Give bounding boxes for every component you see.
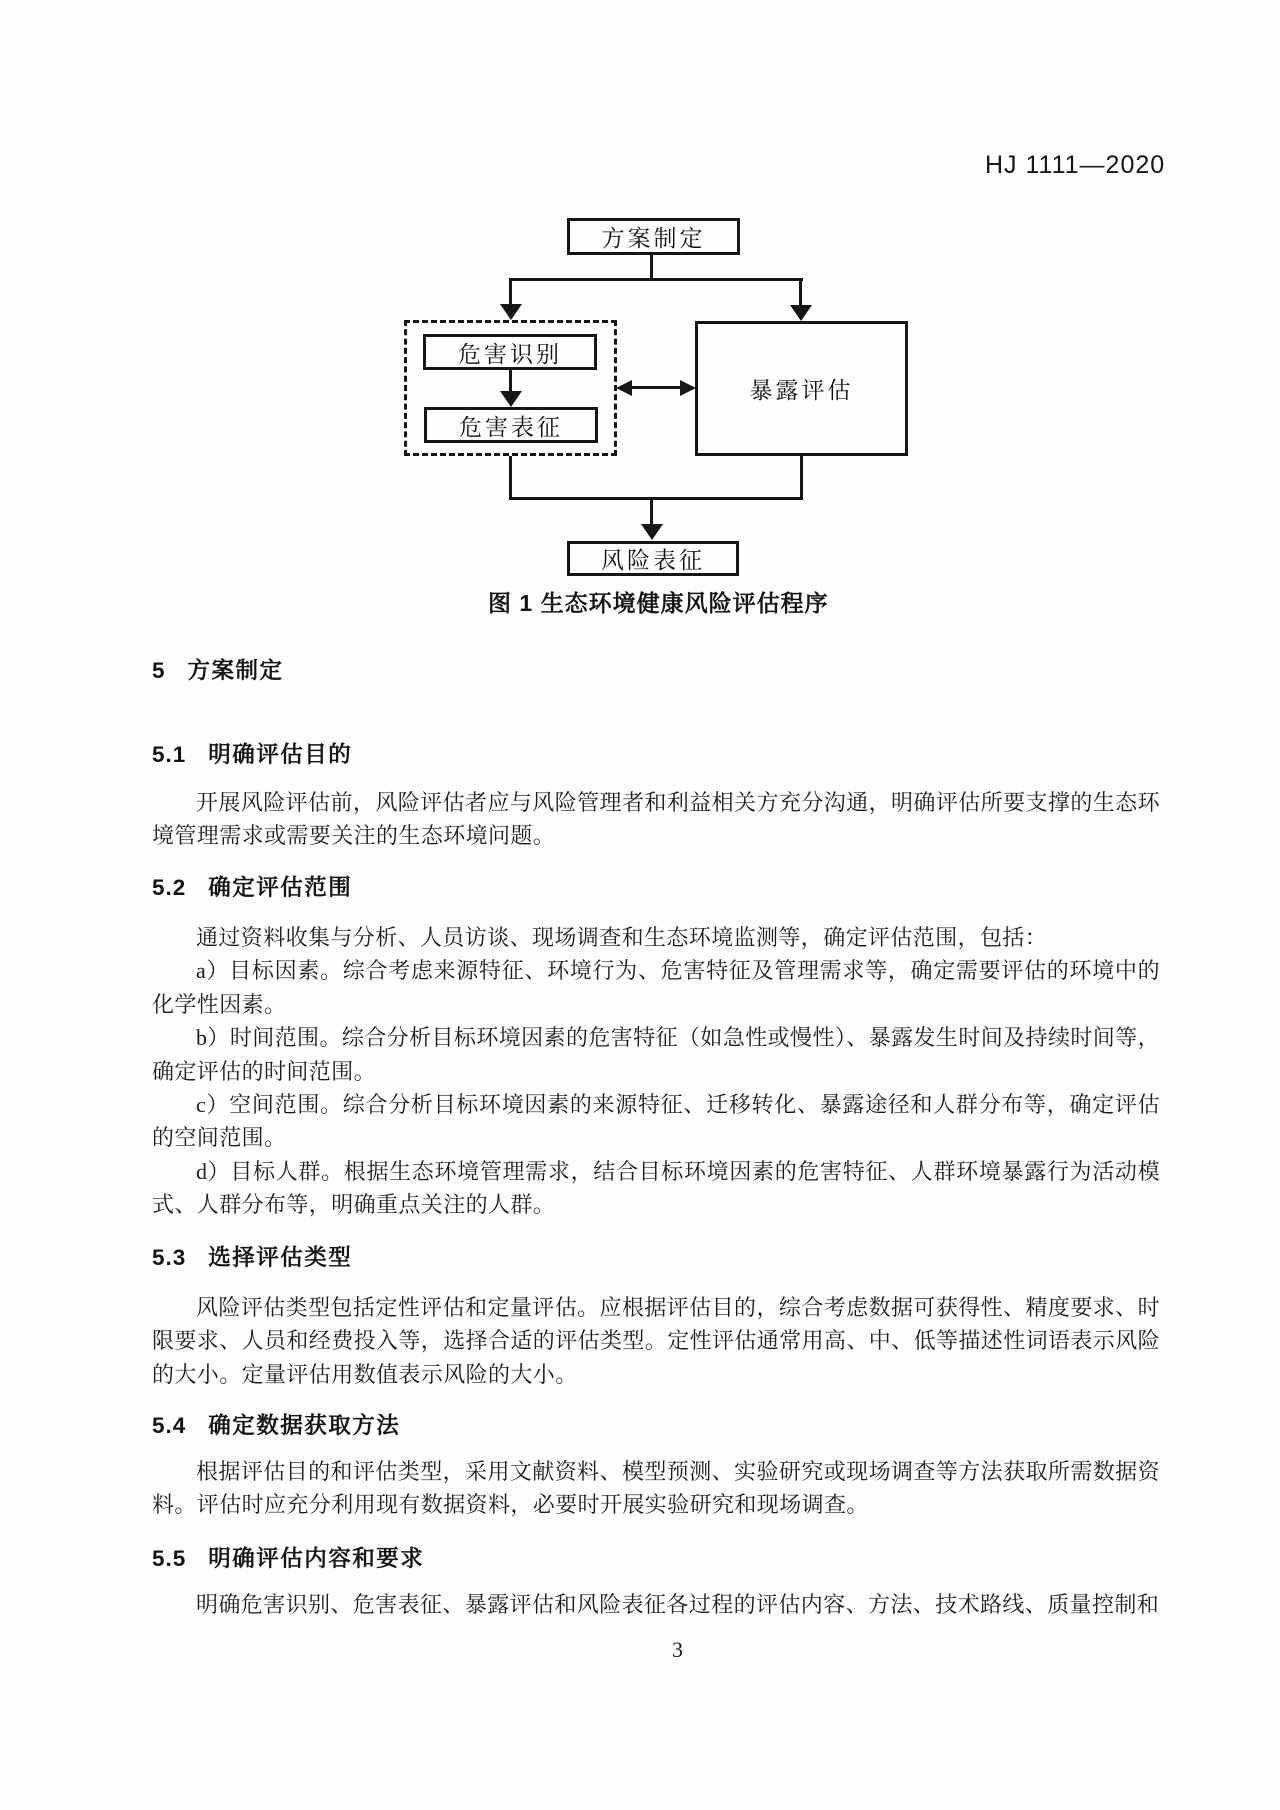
section-heading-5-5 — [152, 1541, 1162, 1573]
section-5-4-body — [152, 1455, 1160, 1522]
paragraph: 通过资料收集与分析、人员访谈、现场调查和生态环境监测等，确定评估范围，包括： — [196, 925, 1048, 950]
section-heading-5-2 — [152, 870, 1162, 902]
section-5-1-body — [152, 786, 1160, 853]
flowchart-node-plan: 方案制定 — [567, 218, 740, 255]
section-5-5-body — [152, 1588, 1160, 1621]
section-heading-5-4 — [152, 1408, 1162, 1440]
section-number: 5.1 — [152, 742, 187, 767]
section-title: 确定评估范围 — [208, 875, 353, 900]
section-title: 明确评估内容和要求 — [208, 1546, 425, 1571]
paragraph: 风险评估类型包括定性评估和定量评估。应根据评估目的，综合考虑数据可获得性、精度要求、时限要求、人员和经费投入等，选择合适的评估类型。定性评估通常用高、中、低等描述性词语表示风险的大小。定量评估用数值表示风险的大小。 — [152, 1295, 1161, 1387]
connector-left-drop — [509, 278, 512, 306]
list-item-a: a）目标因素。综合考虑来源特征、环境行为、危害特征及管理需求等，确定需要评估的环境中的化学性因素。 — [152, 958, 1160, 1017]
connector-top-bar — [509, 278, 803, 281]
section-title: 明确评估目的 — [208, 742, 353, 767]
section-title: 选择评估类型 — [208, 1245, 353, 1270]
flowchart-node-exposure-assessment: 暴露评估 — [695, 321, 908, 456]
connector-left-rise — [509, 456, 512, 500]
section-heading-5-3 — [152, 1240, 1162, 1272]
list-item-c: c）空间范围。综合分析目标环境因素的来源特征、迁移转化、暴露途径和人群分布等，确定评估的空间范围。 — [152, 1092, 1160, 1151]
connector-double-arrow-line — [628, 386, 684, 389]
flowchart-node-hazard-characterization: 危害表征 — [424, 407, 598, 443]
arrow-down-icon — [641, 524, 663, 540]
figure-caption: 图 1 生态环境健康风险评估程序 — [488, 590, 829, 616]
connector-right-drop — [799, 278, 802, 306]
section-number: 5 — [152, 658, 166, 683]
list-item-b: b）时间范围。综合分析目标环境因素的危害特征（如急性或慢性）、暴露发生时间及持续时间等，确定评估的时间范围。 — [152, 1025, 1160, 1084]
paragraph: 开展风险评估前，风险评估者应与风险管理者和利益相关方充分沟通，明确评估所要支撑的生态环境管理需求或需要关注的生态环境问题。 — [152, 790, 1160, 849]
paragraph: 根据评估目的和评估类型，采用文献资料、模型预测、实验研究或现场调查等方法获取所需数据资料。评估时应充分利用现有数据资料，必要时开展实验研究和现场调查。 — [152, 1459, 1160, 1518]
arrow-down-icon — [500, 304, 522, 320]
connector-risk-stem — [650, 497, 653, 525]
connector-bottom-bar — [509, 497, 803, 500]
doc-code-header: HJ 1111—2020 — [985, 151, 1166, 179]
section-number: 5.3 — [152, 1245, 187, 1270]
section-number: 5.2 — [152, 875, 187, 900]
section-number: 5.4 — [152, 1413, 187, 1438]
section-5-2-body — [152, 921, 1160, 1222]
arrow-down-icon — [500, 391, 522, 407]
section-heading-5-1 — [152, 737, 1162, 769]
section-5-3-body — [152, 1291, 1160, 1391]
page-number: 3 — [672, 1637, 683, 1662]
section-title: 方案制定 — [187, 658, 284, 683]
arrow-down-icon — [790, 305, 812, 321]
connector-right-rise — [800, 456, 803, 500]
flowchart-node-risk-characterization: 风险表征 — [567, 541, 739, 576]
section-number: 5.5 — [152, 1546, 187, 1571]
section-title: 确定数据获取方法 — [208, 1413, 401, 1438]
flowchart-node-hazard-identification: 危害识别 — [423, 334, 597, 370]
arrow-left-icon — [616, 380, 632, 396]
paragraph: 明确危害识别、危害表征、暴露评估和风险表征各过程的评估内容、方法、技术路线、质量控制和 — [196, 1592, 1160, 1617]
arrow-right-icon — [680, 380, 696, 396]
section-heading-5 — [152, 653, 1162, 685]
list-item-d: d）目标人群。根据生态环境管理需求，结合目标环境因素的危害特征、人群环境暴露行为活动模式、人群分布等，明确重点关注的人群。 — [152, 1158, 1160, 1218]
